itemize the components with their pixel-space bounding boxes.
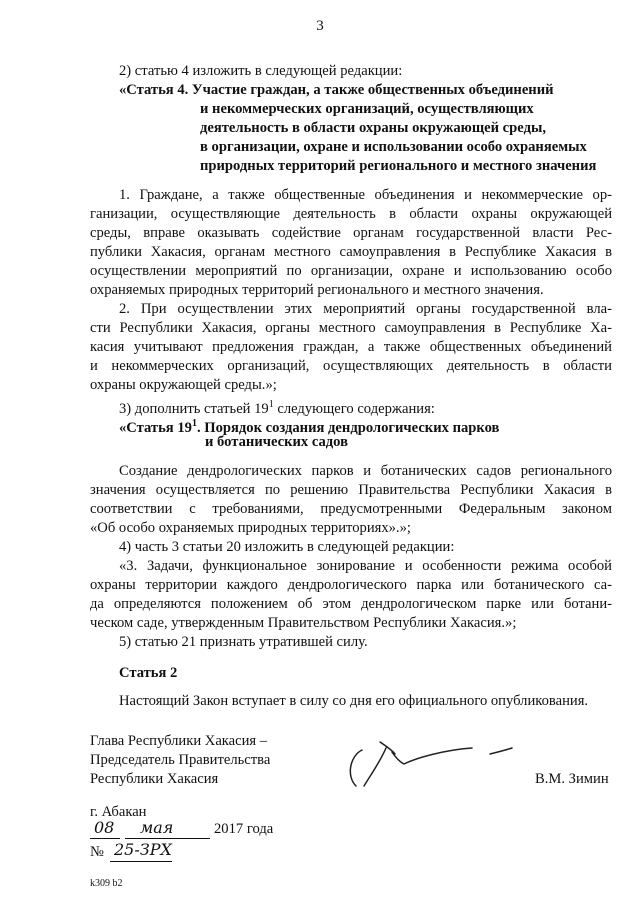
date-month: мая [140, 818, 174, 837]
paragraph-line: ганизации, осуществляющие деятельность в области охраны окружающей [90, 206, 612, 222]
article-4-title-line: «Статья 4. Участие граждан, а также общественных объединений [119, 82, 554, 98]
paragraph-line: соответствии с требованиями, предусмотренными Федеральным законом [90, 501, 612, 517]
paragraph-line: среды, вправе оказывать содействие органам государственной власти Рес- [90, 225, 612, 241]
article-2-text: Настоящий Закон вступает в силу со дня его официального опубликования. [119, 693, 589, 709]
paragraph-line: и некоммерческих организаций, осуществляющих деятельность в области [90, 358, 612, 374]
signatory-line: Глава Республики Хакасия – [90, 733, 268, 749]
superscript: 1 [268, 399, 274, 410]
footer-code: k309 b2 [90, 878, 123, 889]
article-4-title-line: в организации, охране и использовании особо охраняемых [200, 139, 587, 155]
date-year: 2017 года [214, 821, 274, 837]
signatory-name: В.М. Зимин [535, 771, 609, 787]
law-number: 25-ЗРХ [114, 840, 172, 859]
paragraph-line: ческом саде, утвержденным Правительством Республики Хакасия.»; [90, 615, 517, 631]
amendment-item-4: 4) часть 3 статьи 20 изложить в следующей редакции: [119, 539, 455, 555]
paragraph-line: осуществлении мероприятий по организации, охране и использованию особо [90, 263, 612, 279]
city: г. Абакан [90, 804, 147, 820]
paragraph-line: 2. При осуществлении этих мероприятий органы государственной вла- [119, 301, 612, 317]
item-3-text: 3) дополнить статьей 19 [119, 400, 269, 417]
article-19-1-title-line-2: и ботанических садов [205, 434, 349, 450]
amendment-item-5: 5) статью 21 признать утратившей силу. [119, 634, 368, 650]
superscript: 1 [191, 418, 197, 429]
paragraph-line: да определяются положением об этом дендрологическом парке или ботани- [90, 596, 612, 612]
paragraph-line: касия учитывают предложения граждан, а также общественных объединений [90, 339, 612, 355]
date-day-underline [90, 838, 120, 839]
article-4-title-line: природных территорий регионального и местного значения [200, 158, 597, 174]
paragraph-line: значения осуществляется по решению Правительства Республики Хакасия в [90, 482, 612, 498]
amendment-item-2: 2) статью 4 изложить в следующей редакции: [119, 63, 403, 79]
date-day: 08 [94, 818, 115, 837]
paragraph-line: сти Республики Хакасия, органы местного самоуправления в Республике Ха- [90, 320, 612, 336]
item-3-text-end: следующего содержания: [273, 400, 435, 417]
paragraph-line: охраняемых природных территорий регионального и местного значения. [90, 282, 544, 298]
paragraph-line: «3. Задачи, функциональное зонирование и особенности режима особой [119, 558, 612, 574]
date-month-underline [125, 838, 210, 839]
article-2-heading: Статья 2 [119, 665, 178, 681]
paragraph-line: Создание дендрологических парков и ботанических садов регионального [119, 463, 612, 479]
paragraph-line: охраны территории каждого дендрологического парка или ботанического са- [90, 577, 612, 593]
paragraph-line: публики Хакасия, органам местного самоуправления в Республике Хакасия в [90, 244, 612, 260]
paragraph-line: 1. Граждане, а также общественные объединения и некоммерческие ор- [119, 187, 612, 203]
article-19-1-title-end: . Порядок создания дендрологических парков [196, 419, 500, 436]
paragraph-line: охраны окружающей среды.»; [90, 377, 277, 393]
article-4-title-line: и некоммерческих организаций, осуществляющих [200, 101, 534, 117]
page-number: 3 [316, 18, 324, 34]
signatory-line: Председатель Правительства [90, 752, 271, 768]
handwritten-signature [340, 732, 530, 792]
number-underline [110, 861, 172, 862]
signatory-line: Республики Хакасия [90, 771, 219, 787]
number-prefix: № [90, 844, 104, 860]
paragraph-line: «Об особо охраняемых природных территориях».»; [90, 520, 411, 536]
article-19-1-title-start: «Статья 19 [119, 419, 192, 436]
article-4-title-line: деятельность в области охраны окружающей среды, [200, 120, 546, 136]
